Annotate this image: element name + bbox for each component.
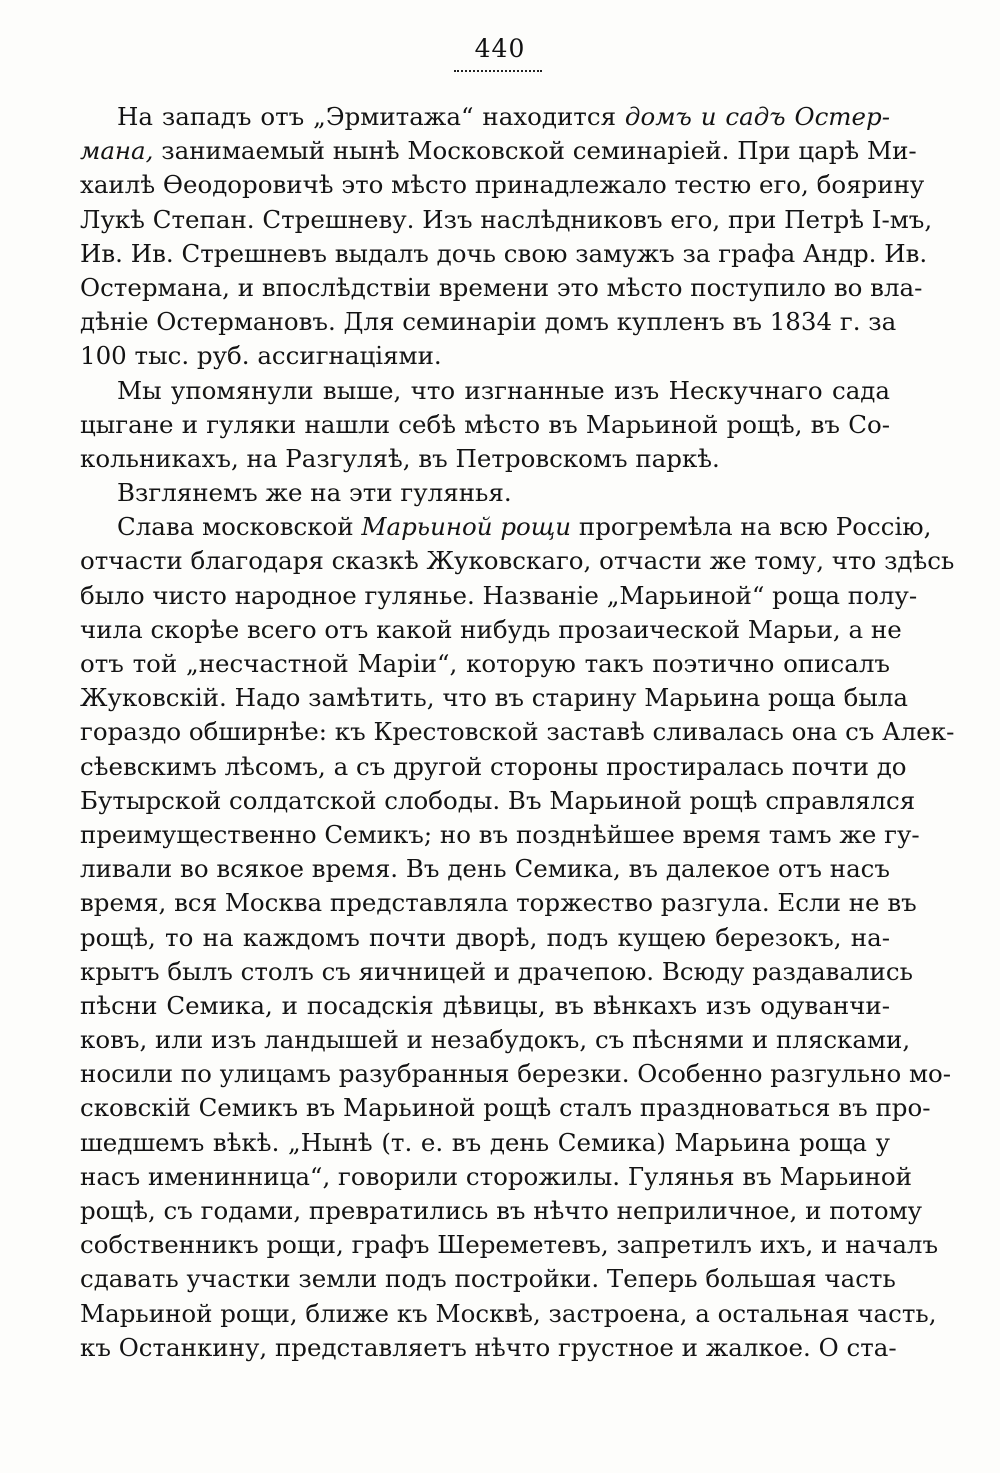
text-run: отъ той „несчастной Маріи“, которую такъ поэтично описалъ — [80, 649, 890, 678]
text-line — [80, 1126, 890, 1160]
paragraph — [80, 374, 890, 477]
text-run: Лукѣ Степан. Стрешневу. Изъ наслѣдниковъ его, при Петрѣ І-мъ, — [80, 204, 933, 234]
text-run: насъ именинница“, говорили сторожилы. Гулянья въ Марьиной — [80, 1161, 913, 1191]
text-line — [80, 613, 902, 647]
text-line — [80, 1228, 939, 1262]
text-run: Мы упомянули выше, что изгнанные изъ Нескучнаго сада — [117, 375, 890, 405]
page-number-rule — [454, 70, 542, 72]
text-run: къ Останкину, представляетъ нѣчто грустное и жалкое. О ста- — [80, 1332, 897, 1362]
text-line — [80, 100, 890, 134]
text-run: время, вся Москва представляла торжество разгула. Если не въ — [80, 888, 917, 918]
text-line — [80, 1023, 911, 1057]
text-line — [80, 203, 933, 237]
text-run: ливали во всякое время. Въ день Семика, въ далекое отъ насъ — [80, 854, 890, 884]
text-run: рощѣ, то на каждомъ почти дворѣ, подъ кущею березокъ, на- — [80, 922, 890, 952]
text-run: Ив. Ив. Стрешневъ выдалъ дочь свою замужъ за графа Андр. Ив. — [80, 238, 928, 268]
text-run: сѣевскимъ лѣсомъ, а съ другой стороны простиралась почти до — [80, 751, 907, 781]
text-run: цыгане и гуляки нашли себѣ мѣсто въ Марьиной рощѣ, въ Со- — [80, 409, 890, 439]
text-run: прогремѣла на всю Россію, — [571, 512, 932, 542]
text-line — [80, 1331, 897, 1365]
text-line — [80, 408, 890, 442]
text-run: собственникъ рощи, графъ Шереметевъ, запретилъ ихъ, и началъ — [80, 1230, 939, 1260]
italic-text-run: мана, — [80, 136, 154, 166]
text-line — [80, 544, 955, 578]
text-line — [80, 784, 916, 818]
text-line — [80, 886, 917, 920]
text-line — [80, 1160, 913, 1194]
text-run: Взглянемъ же на эти гулянья. — [117, 478, 512, 508]
text-line — [80, 374, 890, 408]
text-line — [80, 579, 918, 613]
text-line — [80, 955, 913, 989]
body-text — [80, 100, 955, 1365]
text-line — [80, 1057, 952, 1091]
text-run: ковъ, или изъ ландышей и незабудокъ, съ пѣснями и плясками, — [80, 1025, 911, 1055]
paragraph — [80, 100, 933, 374]
text-line — [80, 1194, 923, 1228]
text-line — [80, 852, 890, 886]
text-run: чила скорѣе всего отъ какой нибудь прозаической Марьи, а не — [80, 614, 902, 644]
paragraph — [80, 476, 890, 510]
italic-text-run: Марьиной рощи — [361, 512, 572, 542]
page-number: 440 — [474, 34, 526, 63]
text-run: преимущественно Семикъ; но въ позднѣйшее время тамъ же гу- — [80, 819, 920, 849]
text-line — [80, 339, 890, 373]
text-run: отчасти благодаря сказкѣ Жуковскаго, отчасти же тому, что здѣсь — [80, 546, 955, 576]
text-run: кольникахъ, на Разгуляѣ, въ Петровскомъ паркѣ. — [80, 443, 720, 473]
text-line — [80, 168, 925, 202]
text-line — [80, 1262, 896, 1296]
text-run: сковскій Семикъ въ Марьиной рощѣ сталъ праздноваться въ про- — [80, 1093, 931, 1123]
text-line — [80, 271, 923, 305]
text-run: рощѣ, съ годами, превратились въ нѣчто неприличное, и потому — [80, 1196, 923, 1225]
text-line — [80, 647, 890, 681]
text-line — [80, 715, 955, 749]
text-line — [80, 237, 928, 271]
text-line — [80, 476, 890, 510]
text-run: Остермана, и впослѣдствіи времени это мѣсто поступило во вла- — [80, 272, 923, 302]
text-line — [80, 510, 932, 544]
text-run: сдавать участки земли подъ постройки. Теперь большая часть — [80, 1264, 896, 1294]
text-line — [80, 681, 908, 715]
text-run: носили по улицамъ разубранныя березки. Особенно разгульно мо- — [80, 1059, 952, 1089]
text-line — [80, 1091, 931, 1125]
text-line — [80, 989, 890, 1023]
paragraph — [80, 510, 955, 1365]
italic-text-run: домъ и садъ Остер- — [624, 102, 890, 131]
text-line — [80, 921, 890, 955]
text-line — [80, 442, 890, 476]
text-run: шедшемъ вѣкѣ. „Нынѣ (т. е. въ день Семика) Марьина роща у — [80, 1127, 890, 1157]
text-run: На западъ отъ „Эрмитажа“ находится — [117, 102, 625, 131]
text-run: Слава московской — [117, 512, 362, 542]
text-run: пѣсни Семика, и посадскія дѣвицы, въ вѣнкахъ изъ одуванчи- — [80, 990, 890, 1020]
text-line — [80, 750, 907, 784]
text-run: гораздо обширнѣе: къ Крестовской заставѣ сливалась она съ Алек- — [80, 717, 955, 747]
text-run: дѣніе Остермановъ. Для семинаріи домъ купленъ въ 1834 г. за — [80, 307, 897, 337]
text-run: хаилѣ Ѳеодоровичѣ это мѣсто принадлежало тестю его, боярину — [80, 170, 925, 200]
text-run: крытъ былъ столъ съ яичницей и драчепою. Всюду раздавались — [80, 956, 913, 986]
text-run: Марьиной рощи, ближе къ Москвѣ, застроена, а остальная часть, — [80, 1298, 937, 1328]
text-run: Бутырской солдатской слободы. Въ Марьиной рощѣ справлялся — [80, 785, 916, 815]
text-run: было чисто народное гулянье. Названіе „Марьиной“ роща полу- — [80, 580, 918, 610]
text-line — [80, 134, 917, 168]
text-run: занимаемый нынѣ Московской семинаріей. При царѣ Ми- — [153, 136, 917, 166]
text-line — [80, 305, 897, 339]
text-run: 100 тыс. руб. ассигнаціями. — [80, 341, 442, 371]
text-line — [80, 818, 920, 852]
text-line — [80, 1297, 937, 1331]
text-run: Жуковскій. Надо замѣтить, что въ старину Марьина роща была — [80, 683, 908, 713]
